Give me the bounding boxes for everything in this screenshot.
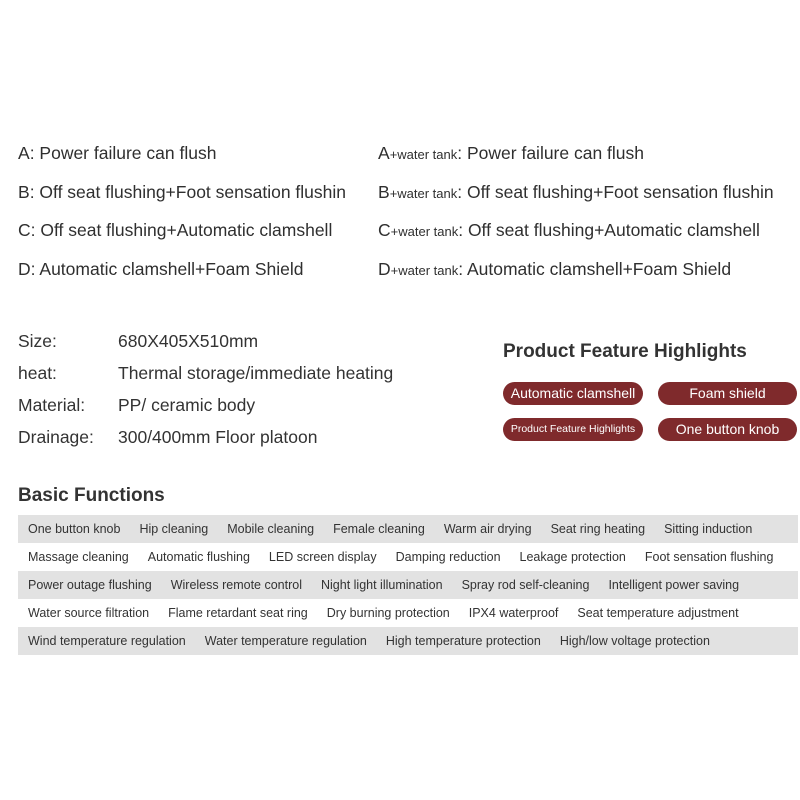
variant-letter: B: [18, 181, 30, 202]
variant-d-water-tank: [378, 254, 731, 286]
variant-c: [18, 215, 332, 245]
function-row: [18, 571, 798, 599]
spec-size: [18, 327, 458, 359]
function-item: Flame retardant seat ring: [168, 606, 308, 620]
variant-c-water-tank: [378, 215, 760, 247]
function-item: Female cleaning: [333, 522, 425, 536]
function-item: Water source filtration: [28, 606, 150, 620]
function-item: High/low voltage protection: [559, 634, 710, 648]
variant-a: [18, 138, 216, 168]
function-item: Intelligent power saving: [608, 578, 740, 592]
basic-functions-table: [18, 515, 798, 655]
spec-value: 680X405X510mm: [118, 331, 259, 351]
function-item: Hip cleaning: [139, 522, 209, 536]
variant-suffix: +water tank: [390, 262, 459, 278]
function-item: Water temperature regulation: [204, 634, 367, 648]
variant-d: [18, 254, 303, 284]
variant-text: : Off seat flushing+Foot sensation flushin: [457, 181, 774, 202]
variant-suffix: +water tank: [389, 147, 458, 162]
variant-row-a: [18, 138, 800, 177]
variant-text: : Off seat flushing+Automatic clamshell: [30, 220, 333, 240]
function-item: LED screen display: [268, 550, 377, 564]
highlight-pills: [503, 382, 800, 462]
spec-heat: [18, 359, 458, 391]
function-item: Warm air drying: [443, 522, 532, 536]
variant-letter: D: [378, 258, 391, 279]
function-item: Night light illumination: [321, 578, 443, 592]
function-row: [18, 515, 798, 543]
function-item: Sitting induction: [664, 522, 753, 536]
function-item: Dry burning protection: [326, 606, 450, 620]
variant-letter: A: [378, 143, 390, 163]
spec-label: heat:: [18, 363, 57, 383]
function-row: [18, 627, 798, 655]
function-item: Seat ring heating: [550, 522, 646, 536]
spec-drainage: [18, 423, 458, 455]
spec-list: [18, 327, 458, 455]
function-item: Wireless remote control: [170, 578, 302, 592]
highlight-pill-product-feature: Product Feature Highlights: [503, 418, 643, 441]
function-item: Wind temperature regulation: [28, 634, 186, 648]
variant-text: : Power failure can flush: [29, 143, 217, 163]
variant-suffix: +water tank: [389, 185, 458, 201]
function-item: Leakage protection: [519, 550, 626, 564]
variant-row-c: [18, 215, 800, 254]
spec-value: PP/ ceramic body: [118, 395, 256, 415]
spec-label: Drainage:: [18, 427, 94, 447]
highlight-pill-foam-shield: Foam shield: [658, 382, 797, 405]
variant-letter: C: [378, 220, 391, 240]
function-item: One button knob: [28, 522, 121, 536]
variant-text: : Automatic clamshell+Foam Shield: [458, 258, 732, 279]
variant-b-water-tank: [378, 177, 774, 209]
function-item: Seat temperature adjustment: [577, 606, 739, 620]
variant-a-water-tank: [378, 138, 644, 170]
function-item: Massage cleaning: [28, 550, 129, 564]
variant-letter: A: [18, 143, 30, 163]
variant-text: : Automatic clamshell+Foam Shield: [30, 258, 304, 279]
basic-functions-title: Basic Functions: [18, 485, 165, 506]
variant-text: : Off seat flushing+Foot sensation flushin: [29, 181, 347, 202]
spec-value: Thermal storage/immediate heating: [118, 363, 394, 383]
variant-text: : Power failure can flush: [457, 143, 645, 163]
variant-text: : Off seat flushing+Automatic clamshell: [458, 220, 760, 240]
variant-letter: B: [378, 181, 390, 202]
function-item: High temperature protection: [385, 634, 541, 648]
highlight-pill-automatic-clamshell: Automatic clamshell: [503, 382, 643, 405]
function-item: Automatic flushing: [147, 550, 250, 564]
feature-highlights: [503, 340, 800, 462]
spec-value: 300/400mm Floor platoon: [118, 427, 318, 447]
function-item: Damping reduction: [395, 550, 501, 564]
function-item: Foot sensation flushing: [644, 550, 774, 564]
variant-row-d: [18, 254, 800, 293]
function-item: Mobile cleaning: [227, 522, 315, 536]
function-item: IPX4 waterproof: [468, 606, 559, 620]
function-item: Power outage flushing: [28, 578, 152, 592]
function-row: [18, 543, 798, 571]
spec-label: Size:: [18, 331, 57, 351]
variant-row-b: [18, 177, 800, 216]
variant-suffix: +water tank: [390, 224, 459, 239]
spec-material: [18, 391, 458, 423]
variant-b: [18, 177, 346, 207]
highlights-title: Product Feature Highlights: [503, 341, 747, 362]
variant-list: [18, 138, 800, 292]
spec-label: Material:: [18, 395, 86, 415]
function-item: Spray rod self-cleaning: [461, 578, 590, 592]
variant-letter: D: [18, 258, 31, 279]
function-row: [18, 599, 798, 627]
variant-letter: C: [18, 220, 31, 240]
highlight-pill-one-button-knob: One button knob: [658, 418, 797, 441]
